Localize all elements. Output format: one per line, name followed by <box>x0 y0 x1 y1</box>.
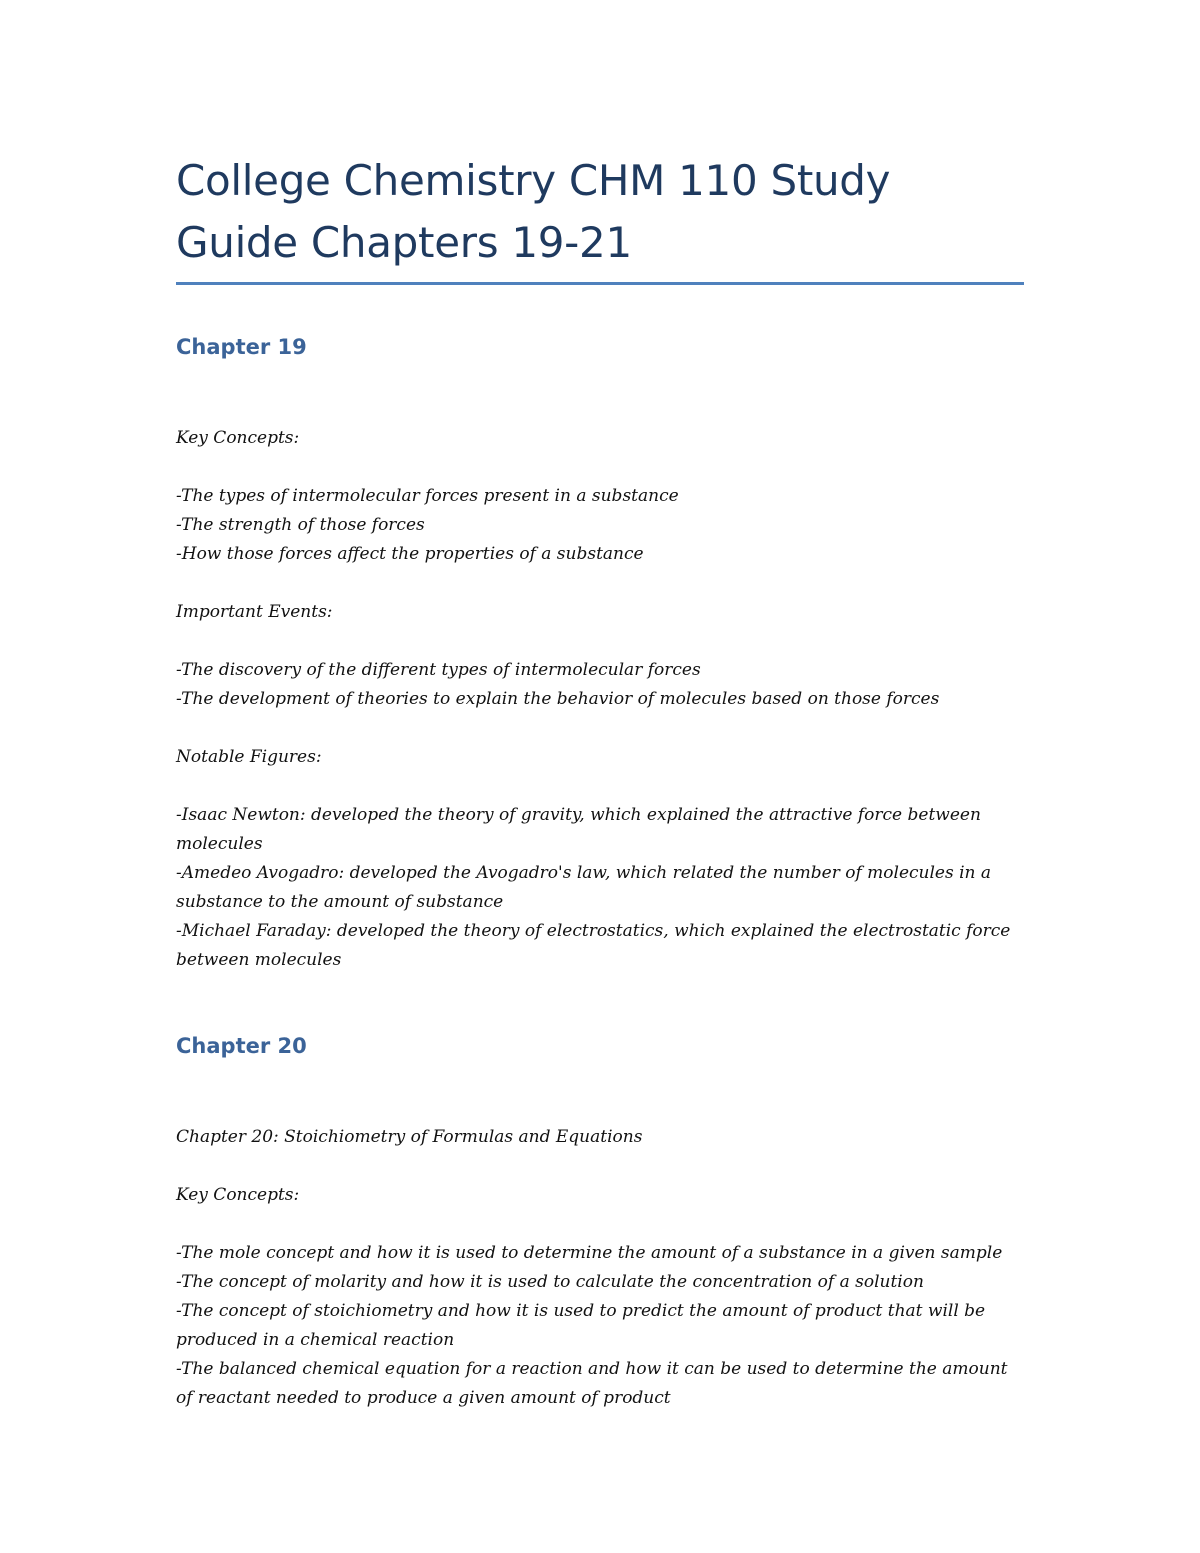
list-item: -The development of theories to explain the behavior of molecules based on those forces <box>176 689 940 709</box>
ch19-important-events-label: Important Events: <box>176 602 333 622</box>
document-title <box>176 150 1024 274</box>
list-item: -The concept of stoichiometry and how it is used to predict the amount of product that will be produced in a chemical reaction <box>176 1301 986 1350</box>
ch19-key-concepts-list <box>176 482 1024 569</box>
document-page <box>176 150 1024 1413</box>
document-title-line-1: College Chemistry CHM 110 Study <box>176 156 891 205</box>
ch20-subtitle: Chapter 20: Stoichiometry of Formulas and Equations <box>176 1127 643 1147</box>
chapter-19-heading: Chapter 19 <box>176 335 307 359</box>
list-item: -The strength of those forces <box>176 515 425 535</box>
list-item: -Amedeo Avogadro: developed the Avogadro's law, which related the number of molecules in a substance to the amount of substance <box>176 863 992 912</box>
list-item: -Michael Faraday: developed the theory of electrostatics, which explained the electrostatic force between molecules <box>176 921 1011 970</box>
list-item: -The concept of molarity and how it is used to calculate the concentration of a solution <box>176 1272 924 1292</box>
list-item: -Isaac Newton: developed the theory of gravity, which explained the attractive force between molecules <box>176 805 981 854</box>
chapter-20-heading: Chapter 20 <box>176 1034 307 1058</box>
list-item: -How those forces affect the properties of a substance <box>176 544 644 564</box>
ch19-notable-figures-list <box>176 801 1024 975</box>
list-item: -The mole concept and how it is used to determine the amount of a substance in a given sample <box>176 1243 1003 1263</box>
ch19-important-events-list <box>176 656 1024 714</box>
chapter-20-section <box>176 1031 1024 1413</box>
ch19-key-concepts-label: Key Concepts: <box>176 428 300 448</box>
document-title-line-2: Guide Chapters 19-21 <box>176 218 632 267</box>
list-item: -The types of intermolecular forces present in a substance <box>176 486 679 506</box>
ch20-key-concepts-label: Key Concepts: <box>176 1185 300 1205</box>
list-item: -The discovery of the different types of intermolecular forces <box>176 660 701 680</box>
list-item: -The balanced chemical equation for a reaction and how it can be used to determine the amount of reactant needed to produce a given amount of product <box>176 1359 1008 1408</box>
ch19-notable-figures-label: Notable Figures: <box>176 747 322 767</box>
ch20-key-concepts-list <box>176 1239 1024 1413</box>
chapter-19-section <box>176 332 1024 975</box>
